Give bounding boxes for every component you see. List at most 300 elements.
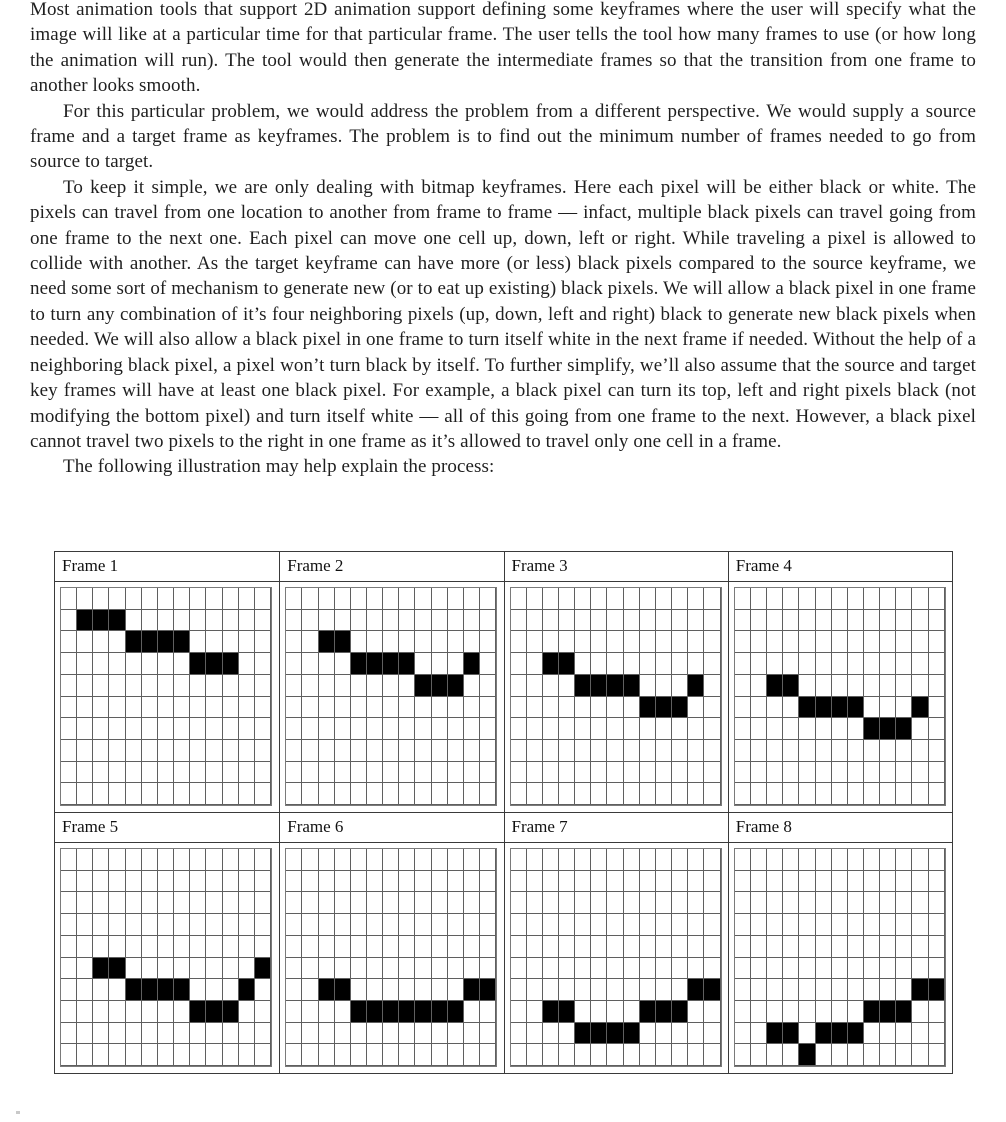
white-pixel-cell — [511, 762, 527, 784]
white-pixel-cell — [929, 936, 945, 958]
white-pixel-cell — [190, 610, 206, 632]
white-pixel-cell — [607, 936, 623, 958]
white-pixel-cell — [351, 697, 367, 719]
white-pixel-cell — [286, 762, 302, 784]
white-pixel-cell — [367, 740, 383, 762]
white-pixel-cell — [511, 631, 527, 653]
white-pixel-cell — [480, 588, 496, 610]
white-pixel-cell — [206, 936, 222, 958]
white-pixel-cell — [929, 892, 945, 914]
white-pixel-cell — [751, 849, 767, 871]
white-pixel-cell — [126, 783, 142, 805]
white-pixel-cell — [109, 675, 125, 697]
white-pixel-cell — [624, 653, 640, 675]
white-pixel-cell — [640, 762, 656, 784]
white-pixel-cell — [239, 718, 255, 740]
white-pixel-cell — [559, 958, 575, 980]
white-pixel-cell — [735, 610, 751, 632]
white-pixel-cell — [109, 892, 125, 914]
white-pixel-cell — [93, 936, 109, 958]
white-pixel-cell — [767, 871, 783, 893]
white-pixel-cell — [704, 740, 720, 762]
white-pixel-cell — [688, 936, 704, 958]
white-pixel-cell — [543, 588, 559, 610]
black-pixel-cell — [142, 979, 158, 1001]
white-pixel-cell — [286, 871, 302, 893]
white-pixel-cell — [896, 1023, 912, 1045]
white-pixel-cell — [704, 697, 720, 719]
black-pixel-cell — [640, 1001, 656, 1023]
white-pixel-cell — [896, 1044, 912, 1066]
white-pixel-cell — [735, 1023, 751, 1045]
white-pixel-cell — [223, 849, 239, 871]
white-pixel-cell — [929, 610, 945, 632]
white-pixel-cell — [223, 718, 239, 740]
white-pixel-cell — [464, 783, 480, 805]
white-pixel-cell — [61, 653, 77, 675]
white-pixel-cell — [93, 718, 109, 740]
white-pixel-cell — [816, 892, 832, 914]
white-pixel-cell — [929, 588, 945, 610]
white-pixel-cell — [399, 958, 415, 980]
white-pixel-cell — [672, 783, 688, 805]
white-pixel-cell — [527, 1044, 543, 1066]
white-pixel-cell — [751, 697, 767, 719]
white-pixel-cell — [656, 1023, 672, 1045]
white-pixel-cell — [640, 740, 656, 762]
white-pixel-cell — [174, 740, 190, 762]
white-pixel-cell — [93, 588, 109, 610]
white-pixel-cell — [607, 871, 623, 893]
white-pixel-cell — [302, 914, 318, 936]
white-pixel-cell — [367, 892, 383, 914]
white-pixel-cell — [864, 936, 880, 958]
white-pixel-cell — [464, 936, 480, 958]
white-pixel-cell — [735, 979, 751, 1001]
white-pixel-cell — [255, 979, 271, 1001]
white-pixel-cell — [415, 1044, 431, 1066]
white-pixel-cell — [575, 979, 591, 1001]
white-pixel-cell — [61, 958, 77, 980]
white-pixel-cell — [126, 1023, 142, 1045]
white-pixel-cell — [559, 914, 575, 936]
white-pixel-cell — [735, 697, 751, 719]
white-pixel-cell — [848, 914, 864, 936]
white-pixel-cell — [880, 914, 896, 936]
white-pixel-cell — [448, 718, 464, 740]
white-pixel-cell — [255, 783, 271, 805]
white-pixel-cell — [464, 849, 480, 871]
white-pixel-cell — [543, 1044, 559, 1066]
white-pixel-cell — [735, 718, 751, 740]
white-pixel-cell — [126, 697, 142, 719]
white-pixel-cell — [109, 718, 125, 740]
white-pixel-cell — [383, 1023, 399, 1045]
black-pixel-cell — [93, 610, 109, 632]
white-pixel-cell — [688, 871, 704, 893]
white-pixel-cell — [640, 892, 656, 914]
white-pixel-cell — [239, 653, 255, 675]
white-pixel-cell — [751, 958, 767, 980]
frame-cell-5 — [55, 812, 279, 1073]
white-pixel-cell — [61, 936, 77, 958]
white-pixel-cell — [929, 697, 945, 719]
white-pixel-cell — [704, 675, 720, 697]
white-pixel-cell — [896, 675, 912, 697]
white-pixel-cell — [383, 631, 399, 653]
white-pixel-cell — [640, 631, 656, 653]
black-pixel-cell — [799, 1044, 815, 1066]
white-pixel-cell — [783, 762, 799, 784]
white-pixel-cell — [543, 631, 559, 653]
white-pixel-cell — [527, 610, 543, 632]
white-pixel-cell — [767, 958, 783, 980]
white-pixel-cell — [783, 610, 799, 632]
black-pixel-cell — [607, 675, 623, 697]
white-pixel-cell — [783, 892, 799, 914]
white-pixel-cell — [688, 631, 704, 653]
white-pixel-cell — [591, 588, 607, 610]
black-pixel-cell — [624, 675, 640, 697]
white-pixel-cell — [559, 1023, 575, 1045]
black-pixel-cell — [864, 1001, 880, 1023]
white-pixel-cell — [912, 849, 928, 871]
white-pixel-cell — [751, 610, 767, 632]
white-pixel-cell — [109, 653, 125, 675]
black-pixel-cell — [399, 1001, 415, 1023]
white-pixel-cell — [672, 958, 688, 980]
white-pixel-cell — [319, 697, 335, 719]
white-pixel-cell — [688, 958, 704, 980]
white-pixel-cell — [624, 849, 640, 871]
white-pixel-cell — [543, 697, 559, 719]
white-pixel-cell — [126, 588, 142, 610]
clipped-next-section-artifact — [16, 1111, 20, 1114]
white-pixel-cell — [880, 871, 896, 893]
white-pixel-cell — [688, 697, 704, 719]
black-pixel-cell — [480, 979, 496, 1001]
black-pixel-cell — [109, 958, 125, 980]
white-pixel-cell — [432, 718, 448, 740]
white-pixel-cell — [735, 653, 751, 675]
frame-cell-4 — [728, 552, 952, 812]
white-pixel-cell — [480, 1023, 496, 1045]
white-pixel-cell — [672, 762, 688, 784]
white-pixel-cell — [93, 740, 109, 762]
white-pixel-cell — [656, 936, 672, 958]
white-pixel-cell — [286, 1044, 302, 1066]
white-pixel-cell — [206, 762, 222, 784]
white-pixel-cell — [511, 675, 527, 697]
white-pixel-cell — [912, 631, 928, 653]
white-pixel-cell — [607, 653, 623, 675]
white-pixel-cell — [559, 936, 575, 958]
white-pixel-cell — [559, 762, 575, 784]
black-pixel-cell — [591, 1023, 607, 1045]
white-pixel-cell — [575, 783, 591, 805]
white-pixel-cell — [480, 914, 496, 936]
white-pixel-cell — [93, 979, 109, 1001]
white-pixel-cell — [848, 631, 864, 653]
white-pixel-cell — [464, 1023, 480, 1045]
white-pixel-cell — [864, 958, 880, 980]
white-pixel-cell — [624, 979, 640, 1001]
white-pixel-cell — [174, 1001, 190, 1023]
white-pixel-cell — [767, 588, 783, 610]
black-pixel-cell — [174, 631, 190, 653]
white-pixel-cell — [158, 697, 174, 719]
white-pixel-cell — [126, 740, 142, 762]
white-pixel-cell — [174, 675, 190, 697]
white-pixel-cell — [158, 936, 174, 958]
white-pixel-cell — [783, 653, 799, 675]
white-pixel-cell — [511, 718, 527, 740]
black-pixel-cell — [783, 1023, 799, 1045]
white-pixel-cell — [142, 936, 158, 958]
white-pixel-cell — [239, 936, 255, 958]
white-pixel-cell — [415, 914, 431, 936]
white-pixel-cell — [399, 936, 415, 958]
black-pixel-cell — [335, 631, 351, 653]
white-pixel-cell — [751, 740, 767, 762]
white-pixel-cell — [77, 936, 93, 958]
white-pixel-cell — [751, 1023, 767, 1045]
white-pixel-cell — [351, 958, 367, 980]
white-pixel-cell — [799, 1001, 815, 1023]
white-pixel-cell — [174, 1023, 190, 1045]
white-pixel-cell — [751, 871, 767, 893]
white-pixel-cell — [735, 914, 751, 936]
white-pixel-cell — [158, 653, 174, 675]
white-pixel-cell — [415, 610, 431, 632]
white-pixel-cell — [206, 588, 222, 610]
white-pixel-cell — [77, 675, 93, 697]
white-pixel-cell — [751, 718, 767, 740]
white-pixel-cell — [896, 849, 912, 871]
white-pixel-cell — [704, 892, 720, 914]
black-pixel-cell — [109, 610, 125, 632]
white-pixel-cell — [559, 610, 575, 632]
white-pixel-cell — [61, 718, 77, 740]
white-pixel-cell — [880, 740, 896, 762]
white-pixel-cell — [607, 849, 623, 871]
white-pixel-cell — [174, 783, 190, 805]
white-pixel-cell — [799, 958, 815, 980]
white-pixel-cell — [335, 762, 351, 784]
white-pixel-cell — [223, 892, 239, 914]
white-pixel-cell — [286, 631, 302, 653]
white-pixel-cell — [607, 1044, 623, 1066]
white-pixel-cell — [575, 762, 591, 784]
white-pixel-cell — [783, 849, 799, 871]
white-pixel-cell — [688, 762, 704, 784]
white-pixel-cell — [126, 958, 142, 980]
white-pixel-cell — [864, 588, 880, 610]
white-pixel-cell — [335, 936, 351, 958]
white-pixel-cell — [109, 849, 125, 871]
white-pixel-cell — [704, 588, 720, 610]
white-pixel-cell — [126, 914, 142, 936]
white-pixel-cell — [799, 675, 815, 697]
white-pixel-cell — [543, 1023, 559, 1045]
white-pixel-cell — [591, 653, 607, 675]
white-pixel-cell — [77, 762, 93, 784]
black-pixel-cell — [367, 1001, 383, 1023]
white-pixel-cell — [383, 914, 399, 936]
white-pixel-cell — [511, 740, 527, 762]
white-pixel-cell — [61, 588, 77, 610]
white-pixel-cell — [816, 914, 832, 936]
white-pixel-cell — [335, 849, 351, 871]
white-pixel-cell — [464, 1044, 480, 1066]
white-pixel-cell — [367, 914, 383, 936]
white-pixel-cell — [448, 610, 464, 632]
frame-cell-7 — [504, 812, 728, 1073]
white-pixel-cell — [302, 762, 318, 784]
white-pixel-cell — [142, 653, 158, 675]
white-pixel-cell — [783, 588, 799, 610]
white-pixel-cell — [704, 653, 720, 675]
white-pixel-cell — [656, 1044, 672, 1066]
black-pixel-cell — [126, 631, 142, 653]
white-pixel-cell — [591, 783, 607, 805]
white-pixel-cell — [126, 762, 142, 784]
white-pixel-cell — [432, 979, 448, 1001]
white-pixel-cell — [511, 653, 527, 675]
white-pixel-cell — [511, 936, 527, 958]
white-pixel-cell — [799, 783, 815, 805]
white-pixel-cell — [351, 675, 367, 697]
white-pixel-cell — [929, 1001, 945, 1023]
white-pixel-cell — [432, 892, 448, 914]
white-pixel-cell — [575, 871, 591, 893]
white-pixel-cell — [767, 653, 783, 675]
white-pixel-cell — [174, 588, 190, 610]
white-pixel-cell — [399, 697, 415, 719]
white-pixel-cell — [543, 958, 559, 980]
white-pixel-cell — [319, 675, 335, 697]
white-pixel-cell — [672, 979, 688, 1001]
white-pixel-cell — [929, 1044, 945, 1066]
white-pixel-cell — [302, 1001, 318, 1023]
white-pixel-cell — [848, 979, 864, 1001]
white-pixel-cell — [174, 653, 190, 675]
white-pixel-cell — [816, 610, 832, 632]
white-pixel-cell — [286, 588, 302, 610]
white-pixel-cell — [93, 914, 109, 936]
white-pixel-cell — [896, 697, 912, 719]
white-pixel-cell — [383, 849, 399, 871]
white-pixel-cell — [480, 892, 496, 914]
white-pixel-cell — [688, 653, 704, 675]
white-pixel-cell — [415, 1023, 431, 1045]
white-pixel-cell — [864, 653, 880, 675]
white-pixel-cell — [816, 588, 832, 610]
white-pixel-cell — [624, 783, 640, 805]
white-pixel-cell — [704, 718, 720, 740]
white-pixel-cell — [351, 631, 367, 653]
white-pixel-cell — [190, 1044, 206, 1066]
white-pixel-cell — [126, 1044, 142, 1066]
white-pixel-cell — [896, 958, 912, 980]
white-pixel-cell — [335, 892, 351, 914]
black-pixel-cell — [335, 979, 351, 1001]
white-pixel-cell — [464, 588, 480, 610]
white-pixel-cell — [351, 740, 367, 762]
white-pixel-cell — [158, 1023, 174, 1045]
white-pixel-cell — [319, 762, 335, 784]
white-pixel-cell — [255, 675, 271, 697]
white-pixel-cell — [640, 979, 656, 1001]
white-pixel-cell — [480, 849, 496, 871]
white-pixel-cell — [174, 936, 190, 958]
white-pixel-cell — [351, 610, 367, 632]
white-pixel-cell — [591, 936, 607, 958]
white-pixel-cell — [672, 871, 688, 893]
white-pixel-cell — [575, 914, 591, 936]
white-pixel-cell — [640, 675, 656, 697]
white-pixel-cell — [848, 675, 864, 697]
white-pixel-cell — [480, 783, 496, 805]
white-pixel-cell — [77, 631, 93, 653]
white-pixel-cell — [464, 718, 480, 740]
black-pixel-cell — [832, 1023, 848, 1045]
frame-pixel-grid — [734, 848, 946, 1067]
white-pixel-cell — [880, 979, 896, 1001]
black-pixel-cell — [640, 697, 656, 719]
white-pixel-cell — [640, 1044, 656, 1066]
white-pixel-cell — [912, 610, 928, 632]
white-pixel-cell — [880, 610, 896, 632]
white-pixel-cell — [383, 892, 399, 914]
black-pixel-cell — [543, 1001, 559, 1023]
white-pixel-cell — [896, 610, 912, 632]
white-pixel-cell — [126, 675, 142, 697]
white-pixel-cell — [880, 958, 896, 980]
white-pixel-cell — [464, 631, 480, 653]
white-pixel-cell — [206, 675, 222, 697]
white-pixel-cell — [351, 849, 367, 871]
white-pixel-cell — [158, 849, 174, 871]
white-pixel-cell — [335, 914, 351, 936]
white-pixel-cell — [158, 1001, 174, 1023]
white-pixel-cell — [190, 762, 206, 784]
white-pixel-cell — [688, 610, 704, 632]
black-pixel-cell — [383, 653, 399, 675]
white-pixel-cell — [319, 892, 335, 914]
white-pixel-cell — [383, 740, 399, 762]
white-pixel-cell — [383, 675, 399, 697]
white-pixel-cell — [672, 610, 688, 632]
white-pixel-cell — [816, 740, 832, 762]
white-pixel-cell — [432, 762, 448, 784]
white-pixel-cell — [832, 849, 848, 871]
white-pixel-cell — [223, 588, 239, 610]
white-pixel-cell — [448, 958, 464, 980]
white-pixel-cell — [109, 631, 125, 653]
white-pixel-cell — [190, 675, 206, 697]
black-pixel-cell — [351, 1001, 367, 1023]
white-pixel-cell — [206, 697, 222, 719]
white-pixel-cell — [190, 914, 206, 936]
white-pixel-cell — [190, 936, 206, 958]
white-pixel-cell — [286, 849, 302, 871]
white-pixel-cell — [109, 1001, 125, 1023]
white-pixel-cell — [142, 958, 158, 980]
white-pixel-cell — [480, 871, 496, 893]
black-pixel-cell — [624, 1023, 640, 1045]
white-pixel-cell — [848, 892, 864, 914]
